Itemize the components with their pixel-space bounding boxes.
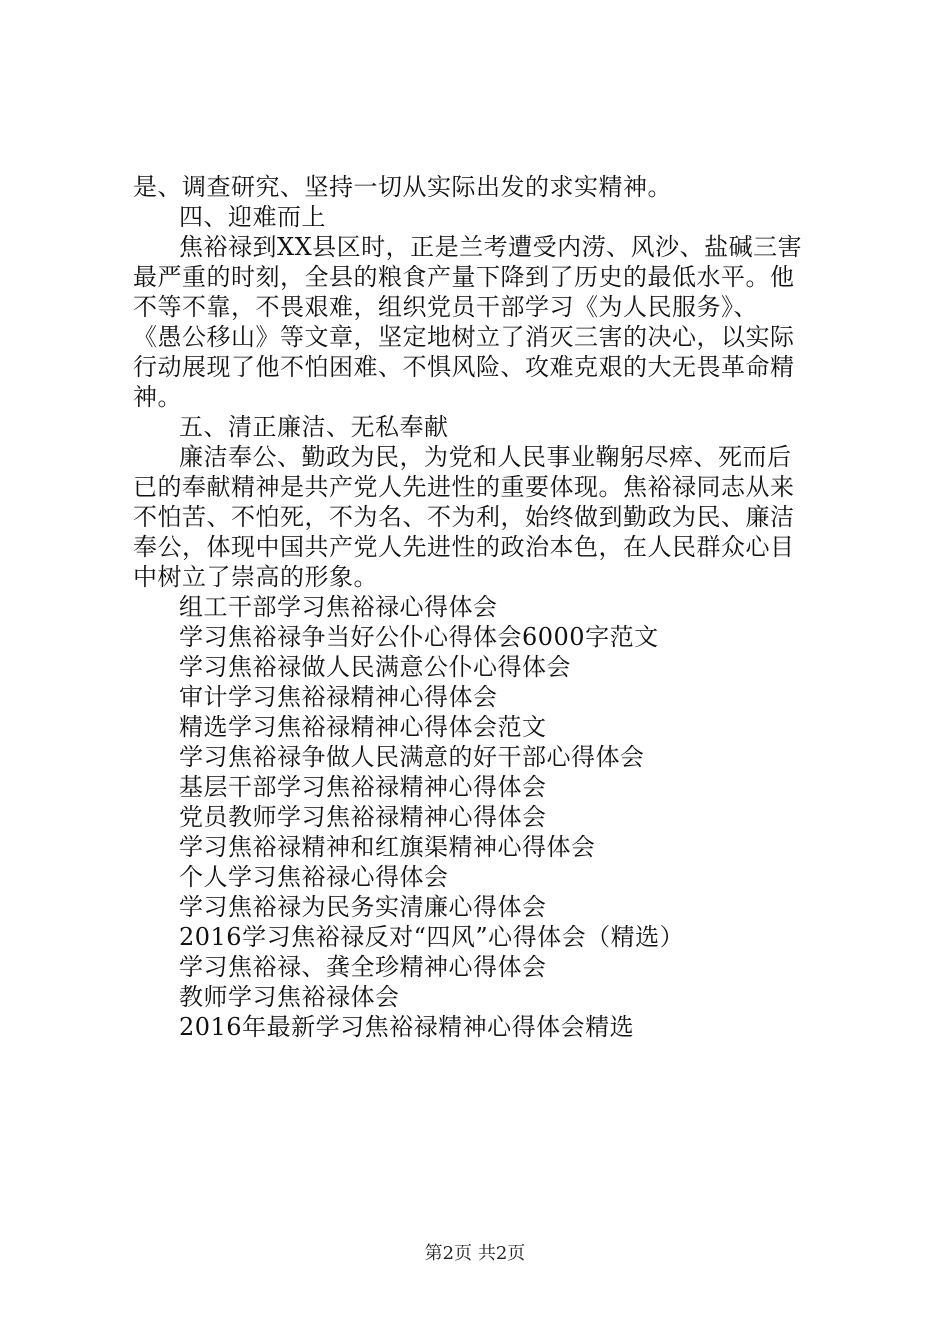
- related-list-item: 精选学习焦裕禄精神心得体会范文: [179, 713, 547, 741]
- section-heading-four: 四、迎难而上: [179, 203, 326, 231]
- related-list-item: 学习焦裕禄争做人民满意的好干部心得体会: [179, 743, 645, 771]
- related-list-item: 学习焦裕禄精神和红旗渠精神心得体会: [179, 833, 596, 861]
- related-list-item: 2016年最新学习焦裕禄精神心得体会精选: [179, 1013, 635, 1041]
- related-list-item: 教师学习焦裕禄体会: [179, 983, 400, 1011]
- related-list-item: 审计学习焦裕禄精神心得体会: [179, 683, 498, 711]
- related-list-item: 学习焦裕禄争当好公仆心得体会6000字范文: [179, 623, 659, 651]
- body-line-5: 不等不靠，不畏艰难，组织党员干部学习《为人民服务》、: [133, 293, 758, 321]
- body-line-1: 是、调查研究、坚持一切从实际出发的求实精神。: [133, 173, 672, 201]
- body-line-12: 不怕苦、不怕死，不为名、不为利，始终做到勤政为民、廉洁: [133, 503, 795, 531]
- related-list-item: 学习焦裕禄为民务实清廉心得体会: [179, 893, 547, 921]
- body-line-3: 焦裕禄到XX县区时，正是兰考遭受内涝、风沙、盐碱三害: [179, 233, 803, 261]
- related-list-item: 组工干部学习焦裕禄心得体会: [179, 593, 498, 621]
- body-line-10: 廉洁奉公、勤政为民，为党和人民事业鞠躬尽瘁、死而后: [179, 443, 792, 471]
- body-line-6: 《愚公移山》等文章，坚定地树立了消灭三害的决心，以实际: [133, 323, 795, 351]
- document-body: [133, 172, 833, 1042]
- related-list-item: 2016学习焦裕禄反对“四风”心得体会（精选）: [179, 923, 685, 951]
- body-line-4: 最严重的时刻，全县的粮食产量下降到了历史的最低水平。他: [133, 263, 795, 291]
- body-line-14: 中树立了崇高的形象。: [133, 563, 378, 591]
- body-line-7: 行动展现了他不怕困难、不惧风险、攻难克艰的大无畏革命精: [133, 353, 795, 381]
- body-line-11: 已的奉献精神是共产党人先进性的重要体现。焦裕禄同志从来: [133, 473, 795, 501]
- related-list-item: 个人学习焦裕禄心得体会: [179, 863, 449, 891]
- body-line-8: 神。: [133, 383, 182, 411]
- section-heading-five: 五、清正廉洁、无私奉献: [179, 413, 449, 441]
- body-line-13: 奉公，体现中国共产党人先进性的政治本色，在人民群众心目: [133, 533, 795, 561]
- related-list-item: 党员教师学习焦裕禄精神心得体会: [179, 803, 547, 831]
- related-list-item: 学习焦裕禄、龚全珍精神心得体会: [179, 953, 547, 981]
- page-footer: 第2页 共2页: [424, 1243, 526, 1264]
- related-list-item: 学习焦裕禄做人民满意公仆心得体会: [179, 653, 571, 681]
- related-list-item: 基层干部学习焦裕禄精神心得体会: [179, 773, 547, 801]
